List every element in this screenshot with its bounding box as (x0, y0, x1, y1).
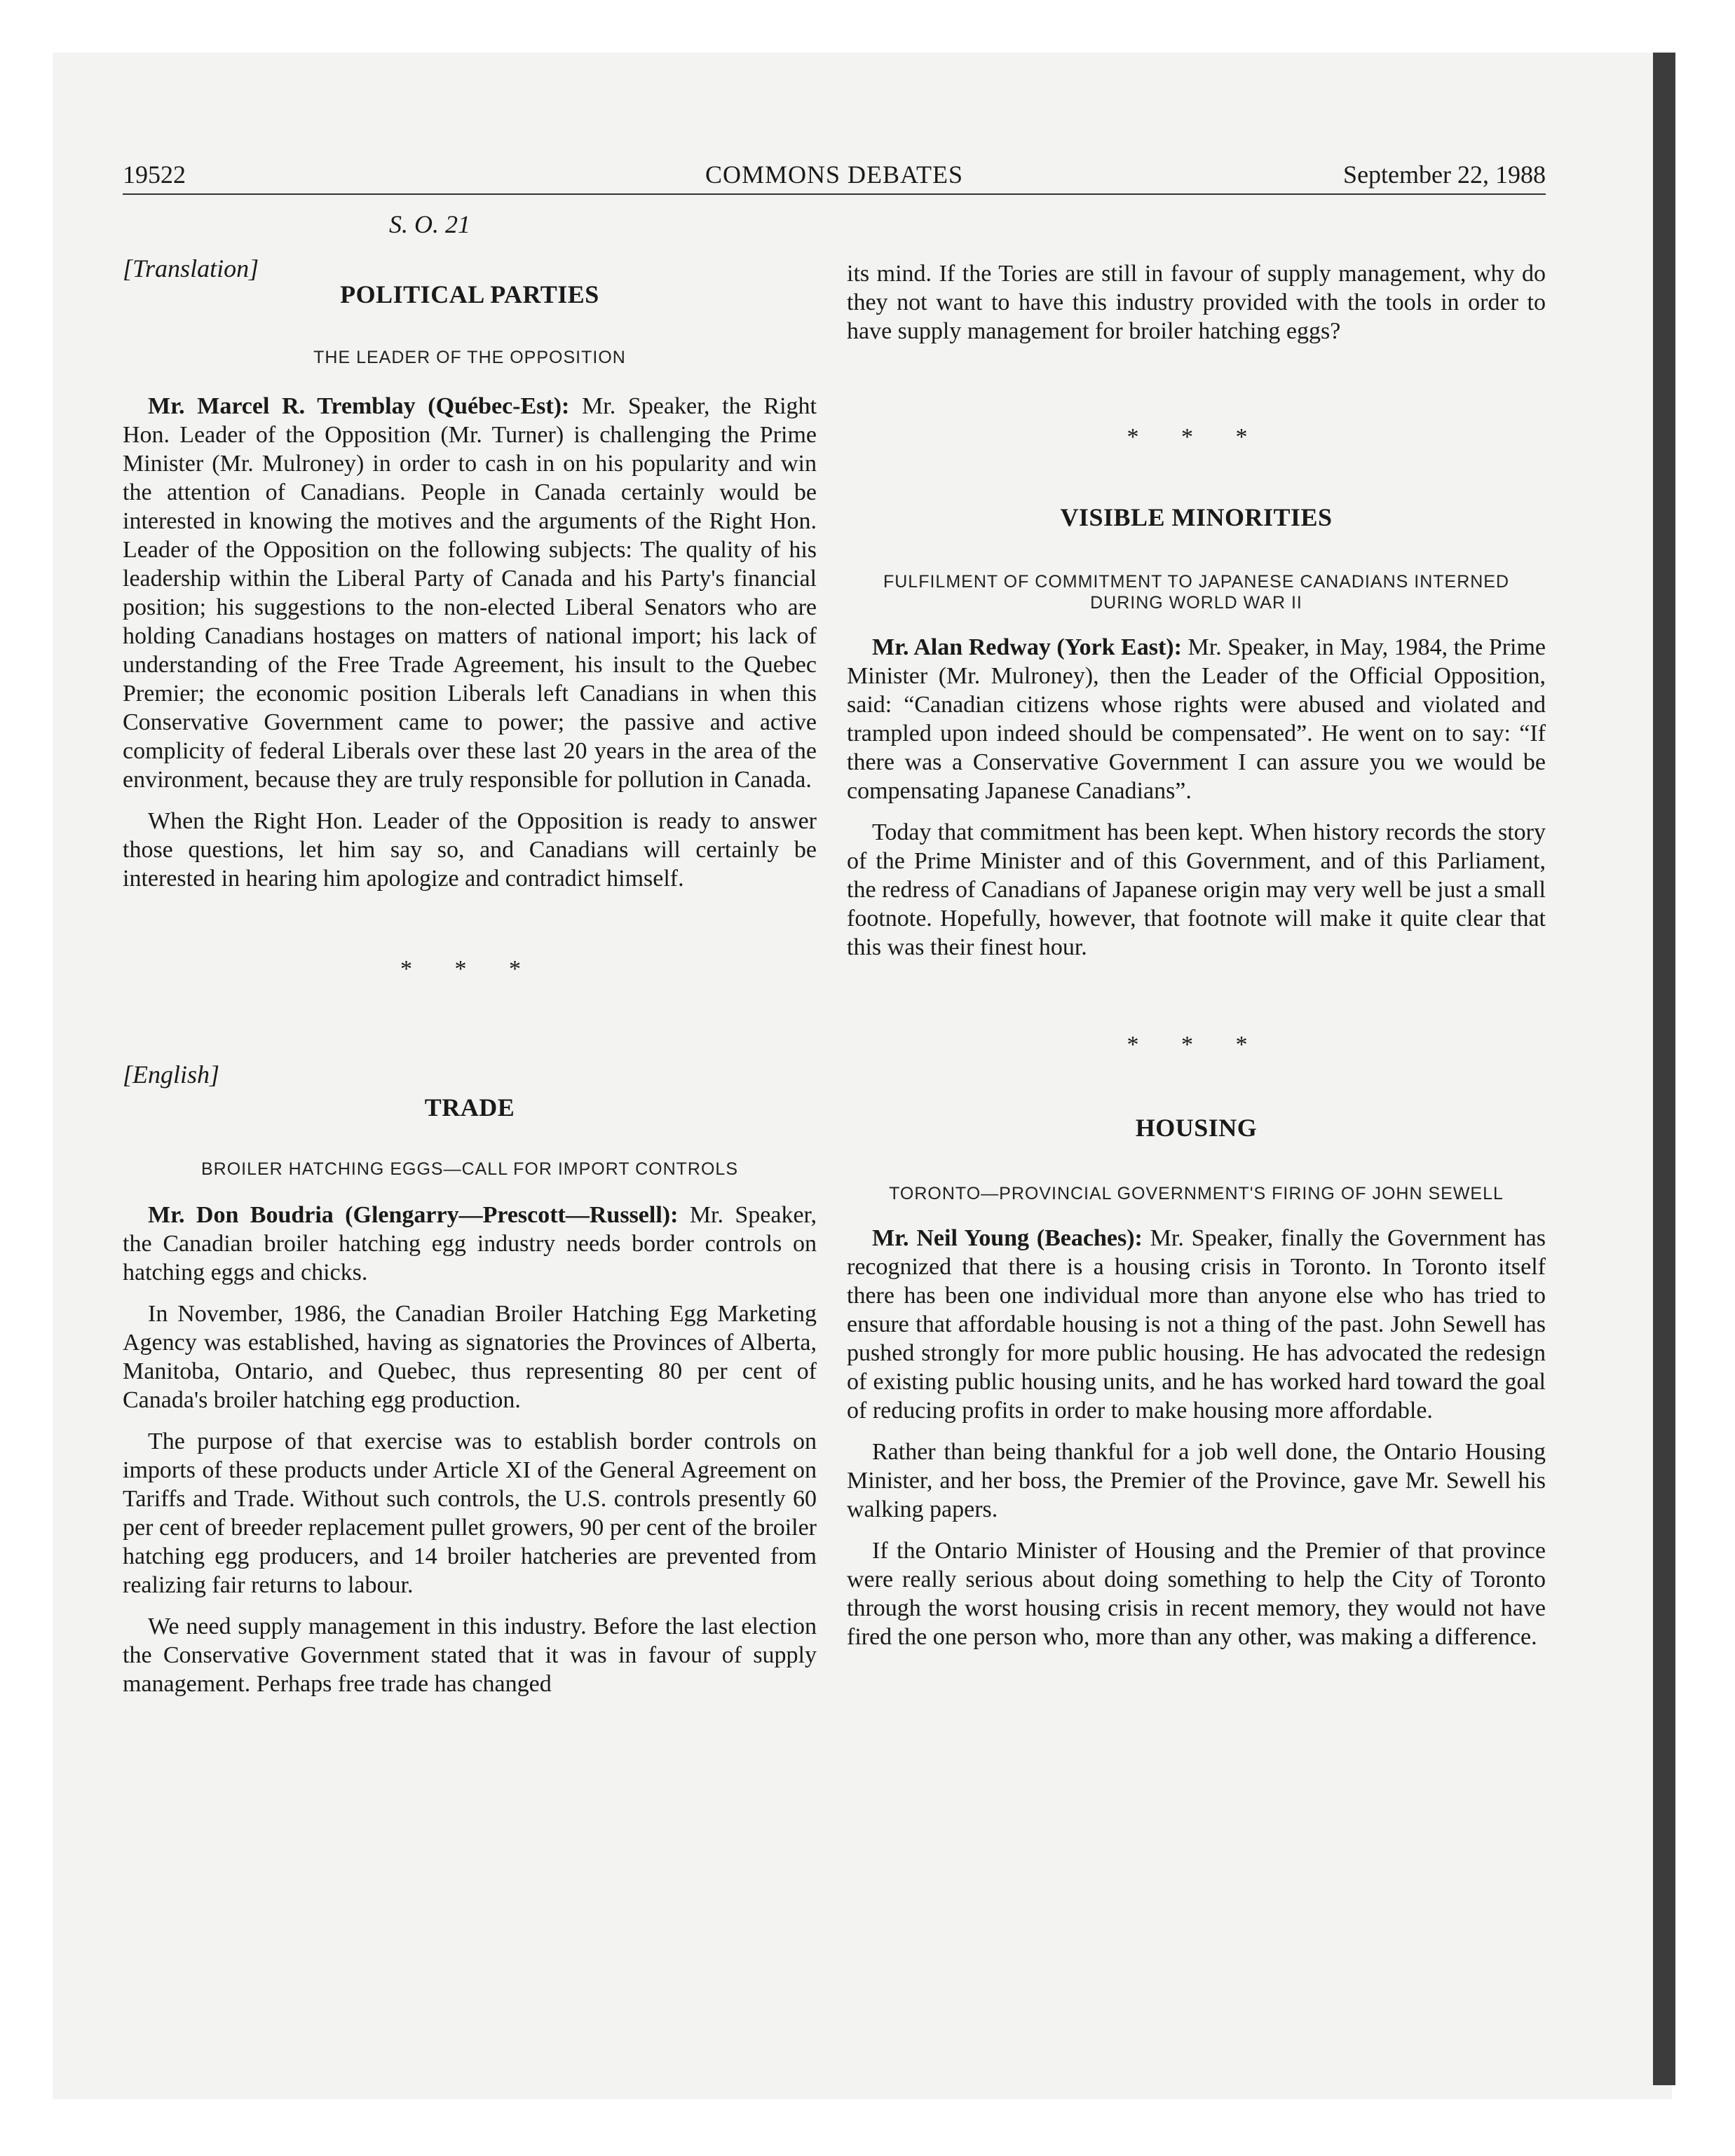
paragraph: We need supply management in this industry. Before the last election the Conservative Government stated that it was in favour of supply management. Perhaps free trade has changed (123, 1613, 817, 1697)
page-header (123, 158, 1546, 195)
standing-order: S. O. 21 (389, 210, 470, 238)
section-divider: * * * (1127, 1032, 1266, 1058)
section-title: VISIBLE MINORITIES (1060, 503, 1333, 531)
paragraph: When the Right Hon. Leader of the Opposition is ready to answer those questions, let him say so, and Canadians will certainly be interested in hearing him apologize and contradict himself. (123, 808, 817, 892)
section-divider: * * * (1127, 424, 1266, 450)
paragraph: Mr. Don Boudria (Glengarry—Prescott—Russell): Mr. Speaker, the Canadian broiler hatching egg industry needs border controls on hatching eggs and chicks. (123, 1202, 817, 1285)
paragraph: The purpose of that exercise was to establish border controls on imports of these products under Article XI of the General Agreement on Tariffs and Trade. Without such controls, the U.S. controls presently 60 per cent of breeder replacement pullet growers, 90 per cent of the broiler hatching egg producers, and 14 broiler hatcheries are prevented from realizing fair returns to labour. (123, 1428, 817, 1598)
paragraph: Mr. Alan Redway (York East): Mr. Speaker, in May, 1984, the Prime Minister (Mr. Mulroney), then the Leader of the Official Opposition, said: “Canadian citizens whose rights were abused and violated and trampled upon indeed should be compensated”. He went on to say: “If there was a Conservative Government I can assure you we would be compensating Japanese Canadians”. (847, 634, 1546, 804)
page-number: 19522 (123, 161, 186, 189)
section-subtitle: FULFILMENT OF COMMITMENT TO JAPANESE CANADIANS INTERNED DURING WORLD WAR II (883, 572, 1510, 613)
paragraph: Mr. Marcel R. Tremblay (Québec-Est): Mr. Speaker, the Right Hon. Leader of the Opposition (Mr. Turner) is challenging the Prime Minister (Mr. Mulroney) in order to cash in on his popularity and win the attention of Canadians. People in Canada certainly would be interested in knowing the motives and the arguments of the Right Hon. Leader of the Opposition on the following subjects: The quality of his leadership within the Liberal Party of Canada and his Party's financial position; his suggestions to the non-elected Liberal Senators who are holding Canadians hostages on matters of national import; his lack of understanding of the Free Trade Agreement, his insult to the Quebec Premier; the economic position Liberals left Canadians in when this Conservative Government came to power; the passive and active complicity of federal Liberals over these last 20 years in the area of the environment, because they are truly responsible for pollution in Canada. (123, 393, 817, 793)
scan-edge-bar (1653, 53, 1675, 2085)
section-title: POLITICAL PARTIES (340, 280, 599, 308)
speaker-name: Mr. Don Boudria (Glengarry—Prescott—Russell): (148, 1202, 679, 1228)
paragraph: If the Ontario Minister of Housing and the Premier of that province were really serious about doing something to help the City of Toronto through the worst housing crisis in recent memory, they would not have fired the one person who, more than any other, was making a difference. (847, 1538, 1546, 1650)
speaker-name: Mr. Neil Young (Beaches): (872, 1225, 1143, 1251)
left-column (123, 210, 817, 1698)
page-date: September 22, 1988 (1343, 161, 1546, 189)
section-title: TRADE (424, 1093, 515, 1121)
section-subtitle: BROILER HATCHING EGGS—CALL FOR IMPORT CONTROLS (200, 1159, 739, 1179)
section-subtitle: TORONTO—PROVINCIAL GOVERNMENT'S FIRING OF JOHN SEWELL (889, 1184, 1504, 1203)
paragraph: Mr. Neil Young (Beaches): Mr. Speaker, finally the Government has recognized that there is a housing crisis in Toronto. In Toronto itself there has been one individual more than anyone else who has tried to ensure that affordable housing is not a thing of the past. John Sewell has pushed strongly for more public housing. He has advocated the redesign of existing public housing units, and he has worked hard toward the goal of reducing profits in order to make housing more affordable. (847, 1225, 1546, 1424)
publication-title: COMMONS DEBATES (705, 161, 964, 189)
section-subtitle: THE LEADER OF THE OPPOSITION (313, 348, 626, 367)
speaker-name: Mr. Alan Redway (York East): (872, 634, 1182, 660)
section-divider: * * * (400, 956, 539, 982)
right-column (847, 210, 1546, 1651)
paragraph: Today that commitment has been kept. When history records the story of the Prime Minister and of this Government, and of this Parliament, the redress of Canadians of Japanese origin may very well be just a small footnote. Hopefully, however, that footnote will make it quite clear that this was their finest hour. (847, 819, 1546, 960)
paragraph: In November, 1986, the Canadian Broiler Hatching Egg Marketing Agency was established, having as signatories the Provinces of Alberta, Manitoba, Ontario, and Quebec, thus representing 80 per cent of Canada's broiler hatching egg production. (123, 1301, 817, 1413)
language-note: [English] (123, 1060, 220, 1089)
speaker-name: Mr. Marcel R. Tremblay (Québec-Est): (148, 393, 570, 419)
section-title: HOUSING (1135, 1114, 1258, 1142)
language-note: [Translation] (123, 254, 259, 282)
paragraph: its mind. If the Tories are still in favour of supply management, why do they not want to have this industry provided with the tools in order to have supply management for broiler hatching eggs? (847, 261, 1546, 344)
paragraph: Rather than being thankful for a job well done, the Ontario Housing Minister, and her boss, the Premier of the Province, gave Mr. Sewell his walking papers. (847, 1439, 1546, 1522)
